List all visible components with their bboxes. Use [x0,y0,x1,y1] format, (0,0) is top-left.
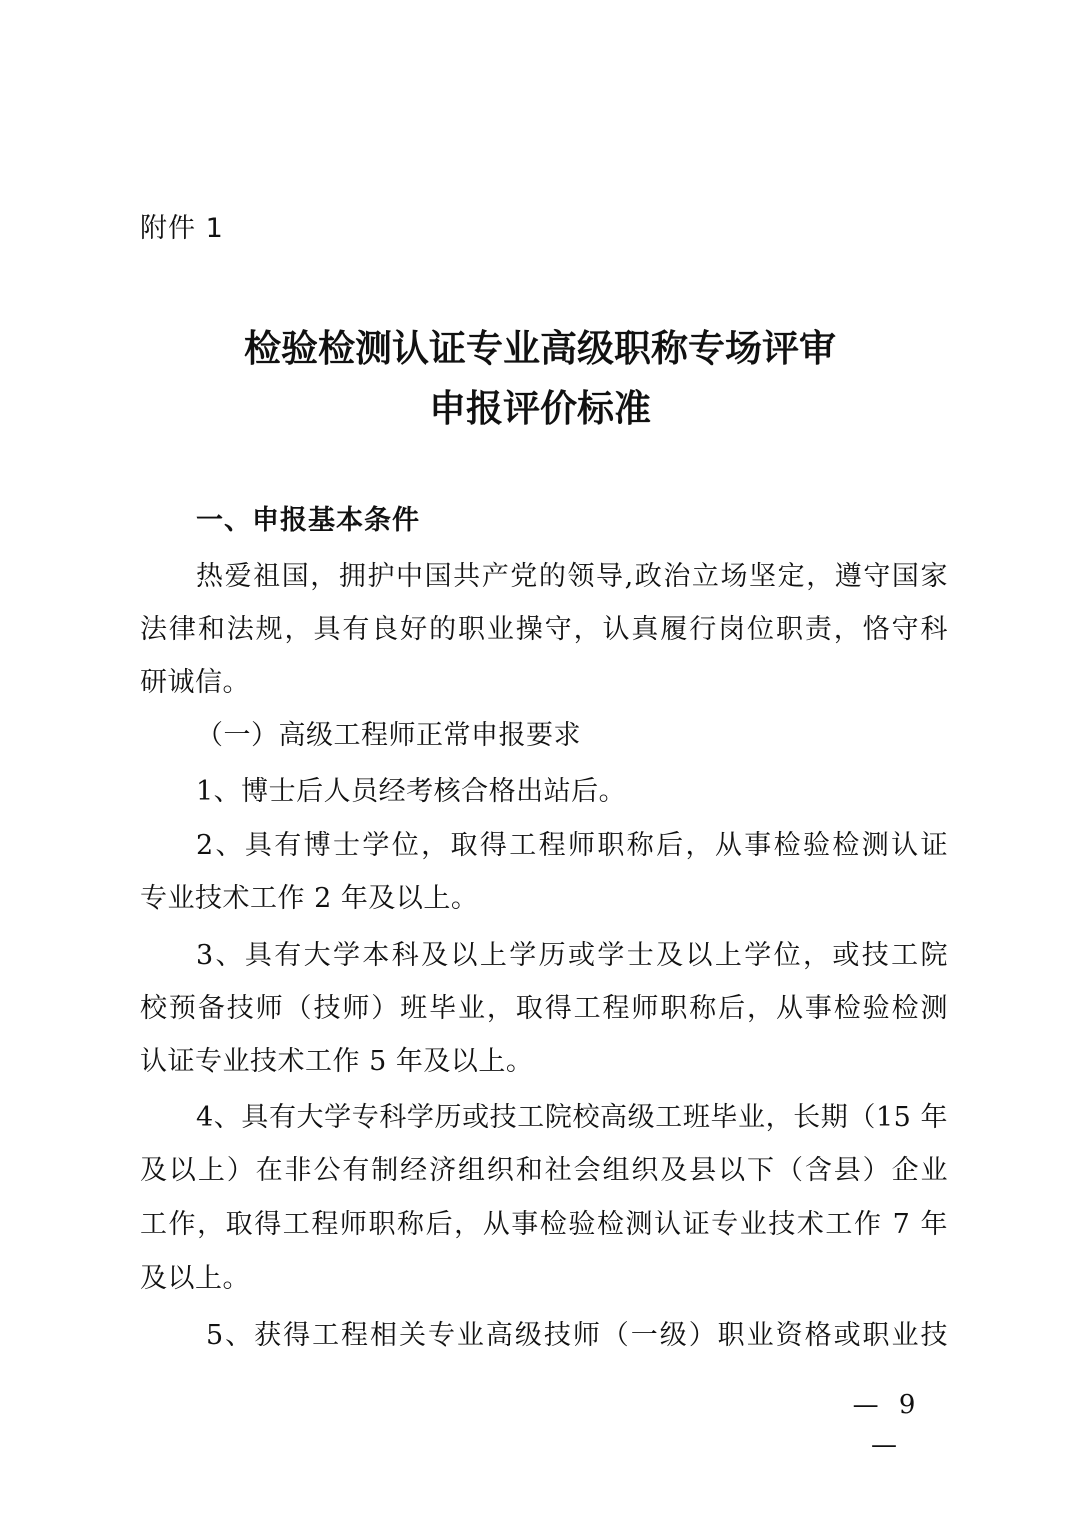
requirement-item-4-line: 4、具有大学专科学历或技工院校高级工班毕业，长期（15 年 [196,1102,948,1133]
page-number: — 9 — [852,1390,922,1460]
requirement-item-4-line: 及以上。 [140,1263,250,1294]
document-title-line-1: 检验检测认证专业高级职称专场评审 [244,326,836,370]
requirement-item-3-line: 校预备技师（技师）班毕业，取得工程师职称后，从事检验检测 [140,993,948,1024]
requirement-item-4-line: 及以上）在非公有制经济组织和社会组织及县以下（含县）企业 [140,1155,948,1186]
requirement-item-3-line: 3、具有大学本科及以上学历或学士及以上学位，或技工院 [196,940,948,971]
section-heading: 一、申报基本条件 [196,505,420,536]
requirement-item-2-line: 2、具有博士学位，取得工程师职称后，从事检验检测认证 [196,830,948,861]
requirement-item-4-line: 工作，取得工程师职称后，从事检验检测认证专业技术工作 7 年 [140,1209,948,1240]
requirement-item-1: 1、博士后人员经考核合格出站后。 [196,776,627,807]
intro-line: 研诚信。 [140,667,250,698]
document-title-line-2: 申报评价标准 [429,386,651,430]
requirement-item-5-line: 5、获得工程相关专业高级技师（一级）职业资格或职业技 [206,1320,948,1351]
intro-line: 法律和法规，具有良好的职业操守，认真履行岗位职责，恪守科 [140,614,948,645]
intro-line: 热爱祖国，拥护中国共产党的领导,政治立场坚定，遵守国家 [196,561,948,592]
requirement-item-3-line: 认证专业技术工作 5 年及以上。 [140,1046,534,1077]
annex-label: 附件 1 [140,213,224,244]
requirement-item-2-line: 专业技术工作 2 年及以上。 [140,883,479,914]
subheading: （一）高级工程师正常申报要求 [196,720,581,751]
